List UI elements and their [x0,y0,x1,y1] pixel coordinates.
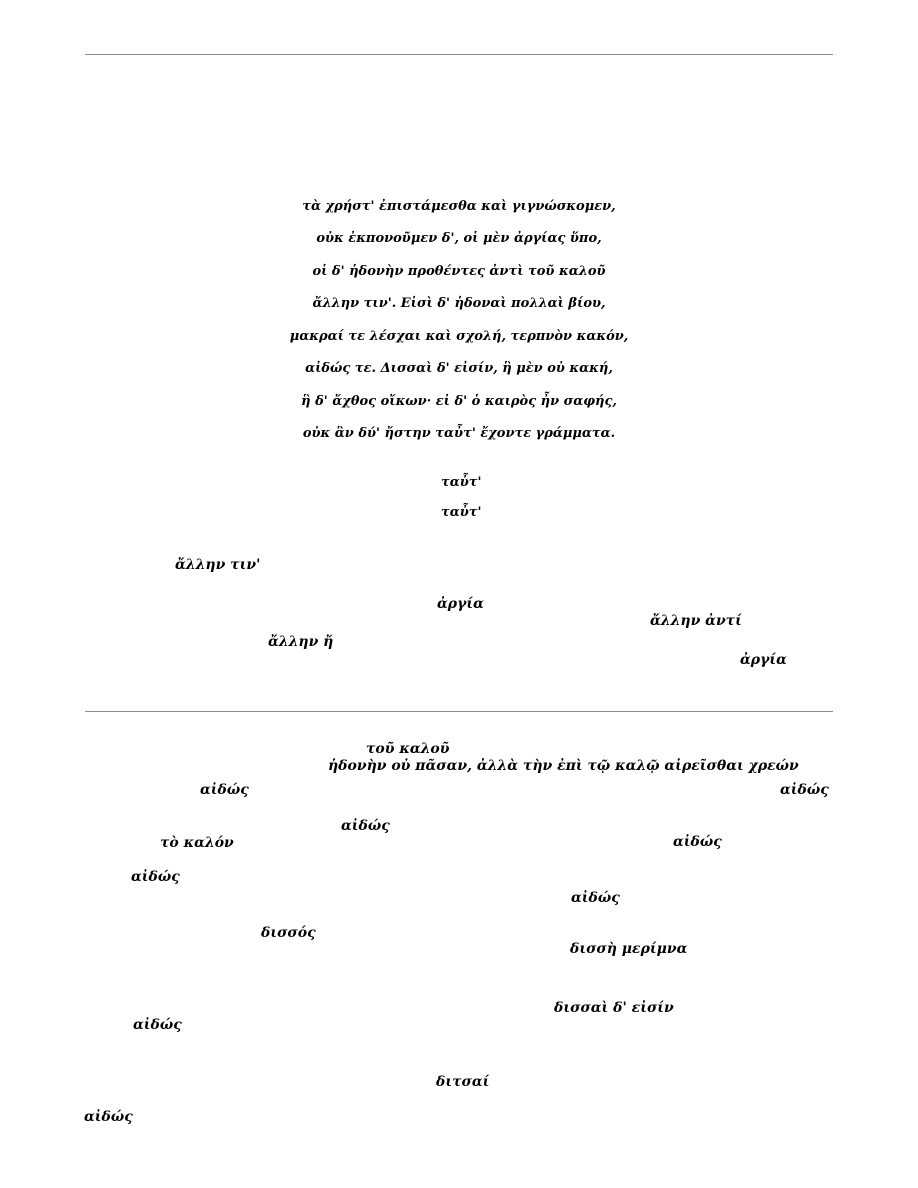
poem-line: μακραί τε λέσχαι καὶ σχολή, τερπνὸν κακόν, [289,329,629,344]
greek-fragment: αἰδώς [131,869,180,885]
greek-fragment: ἄλλην ἤ [268,634,334,650]
poem-line: ἄλλην τιν'. Εἰσὶ δ' ἡδοναὶ πολλαὶ βίου, [312,296,606,311]
greek-fragment: δισσὴ μερίμνα [570,941,688,957]
greek-fragment: αἰδώς [341,818,390,834]
greek-fragment: τοῦ καλοῦ [366,741,450,757]
poem-line: τὰ χρήστ' ἐπιστάμεσθα καὶ γιγνώσκομεν, [302,199,616,214]
greek-fragment: ταὖτ' [441,475,482,490]
greek-fragment: ἀργία [437,596,484,612]
greek-fragment: αἰδώς [673,834,722,850]
greek-fragment: αἰδώς [84,1109,133,1125]
greek-fragment: ταὖτ' [441,505,482,520]
greek-fragment: ἀργία [740,652,787,668]
greek-fragment: αἰδώς [133,1017,182,1033]
greek-fragment: ἄλλην τιν' [175,557,261,573]
greek-fragment: δισσαὶ δ' εἰσίν [554,1000,674,1016]
poem-line: ἣ δ' ἄχθος οἴκων· εἰ δ' ὁ καιρὸς ἦν σαφής, [301,394,617,409]
greek-fragment: αἰδώς [571,890,620,906]
greek-fragment: αἰδώς [780,782,829,798]
greek-fragment: διτσαί [436,1074,490,1090]
poem-line: οὐκ ἂν δύ' ἤστην ταὖτ' ἔχοντε γράμματα. [302,426,616,441]
top-divider [85,54,833,55]
greek-fragment: αἰδώς [200,782,249,798]
poem-line: οὐκ ἐκπονοῦμεν δ', οἱ μὲν ἀργίας ὕπο, [316,231,602,246]
greek-fragment: ἄλλην ἀντί [650,613,742,629]
footnote-divider [85,711,833,712]
greek-fragment: δισσός [261,925,316,941]
greek-fragment: τὸ καλόν [160,835,234,851]
greek-fragment: ἡδονὴν οὐ πᾶσαν, ἀλλὰ τὴν ἐπὶ τῷ καλῷ αἱρεῖσθαι χρεών [328,758,799,774]
poem-line: οἱ δ' ἡδονὴν προθέντες ἀντὶ τοῦ καλοῦ [312,264,606,279]
poem-line: αἰδώς τε. Δισσαὶ δ' εἰσίν, ἣ μὲν οὐ κακή, [305,361,613,376]
